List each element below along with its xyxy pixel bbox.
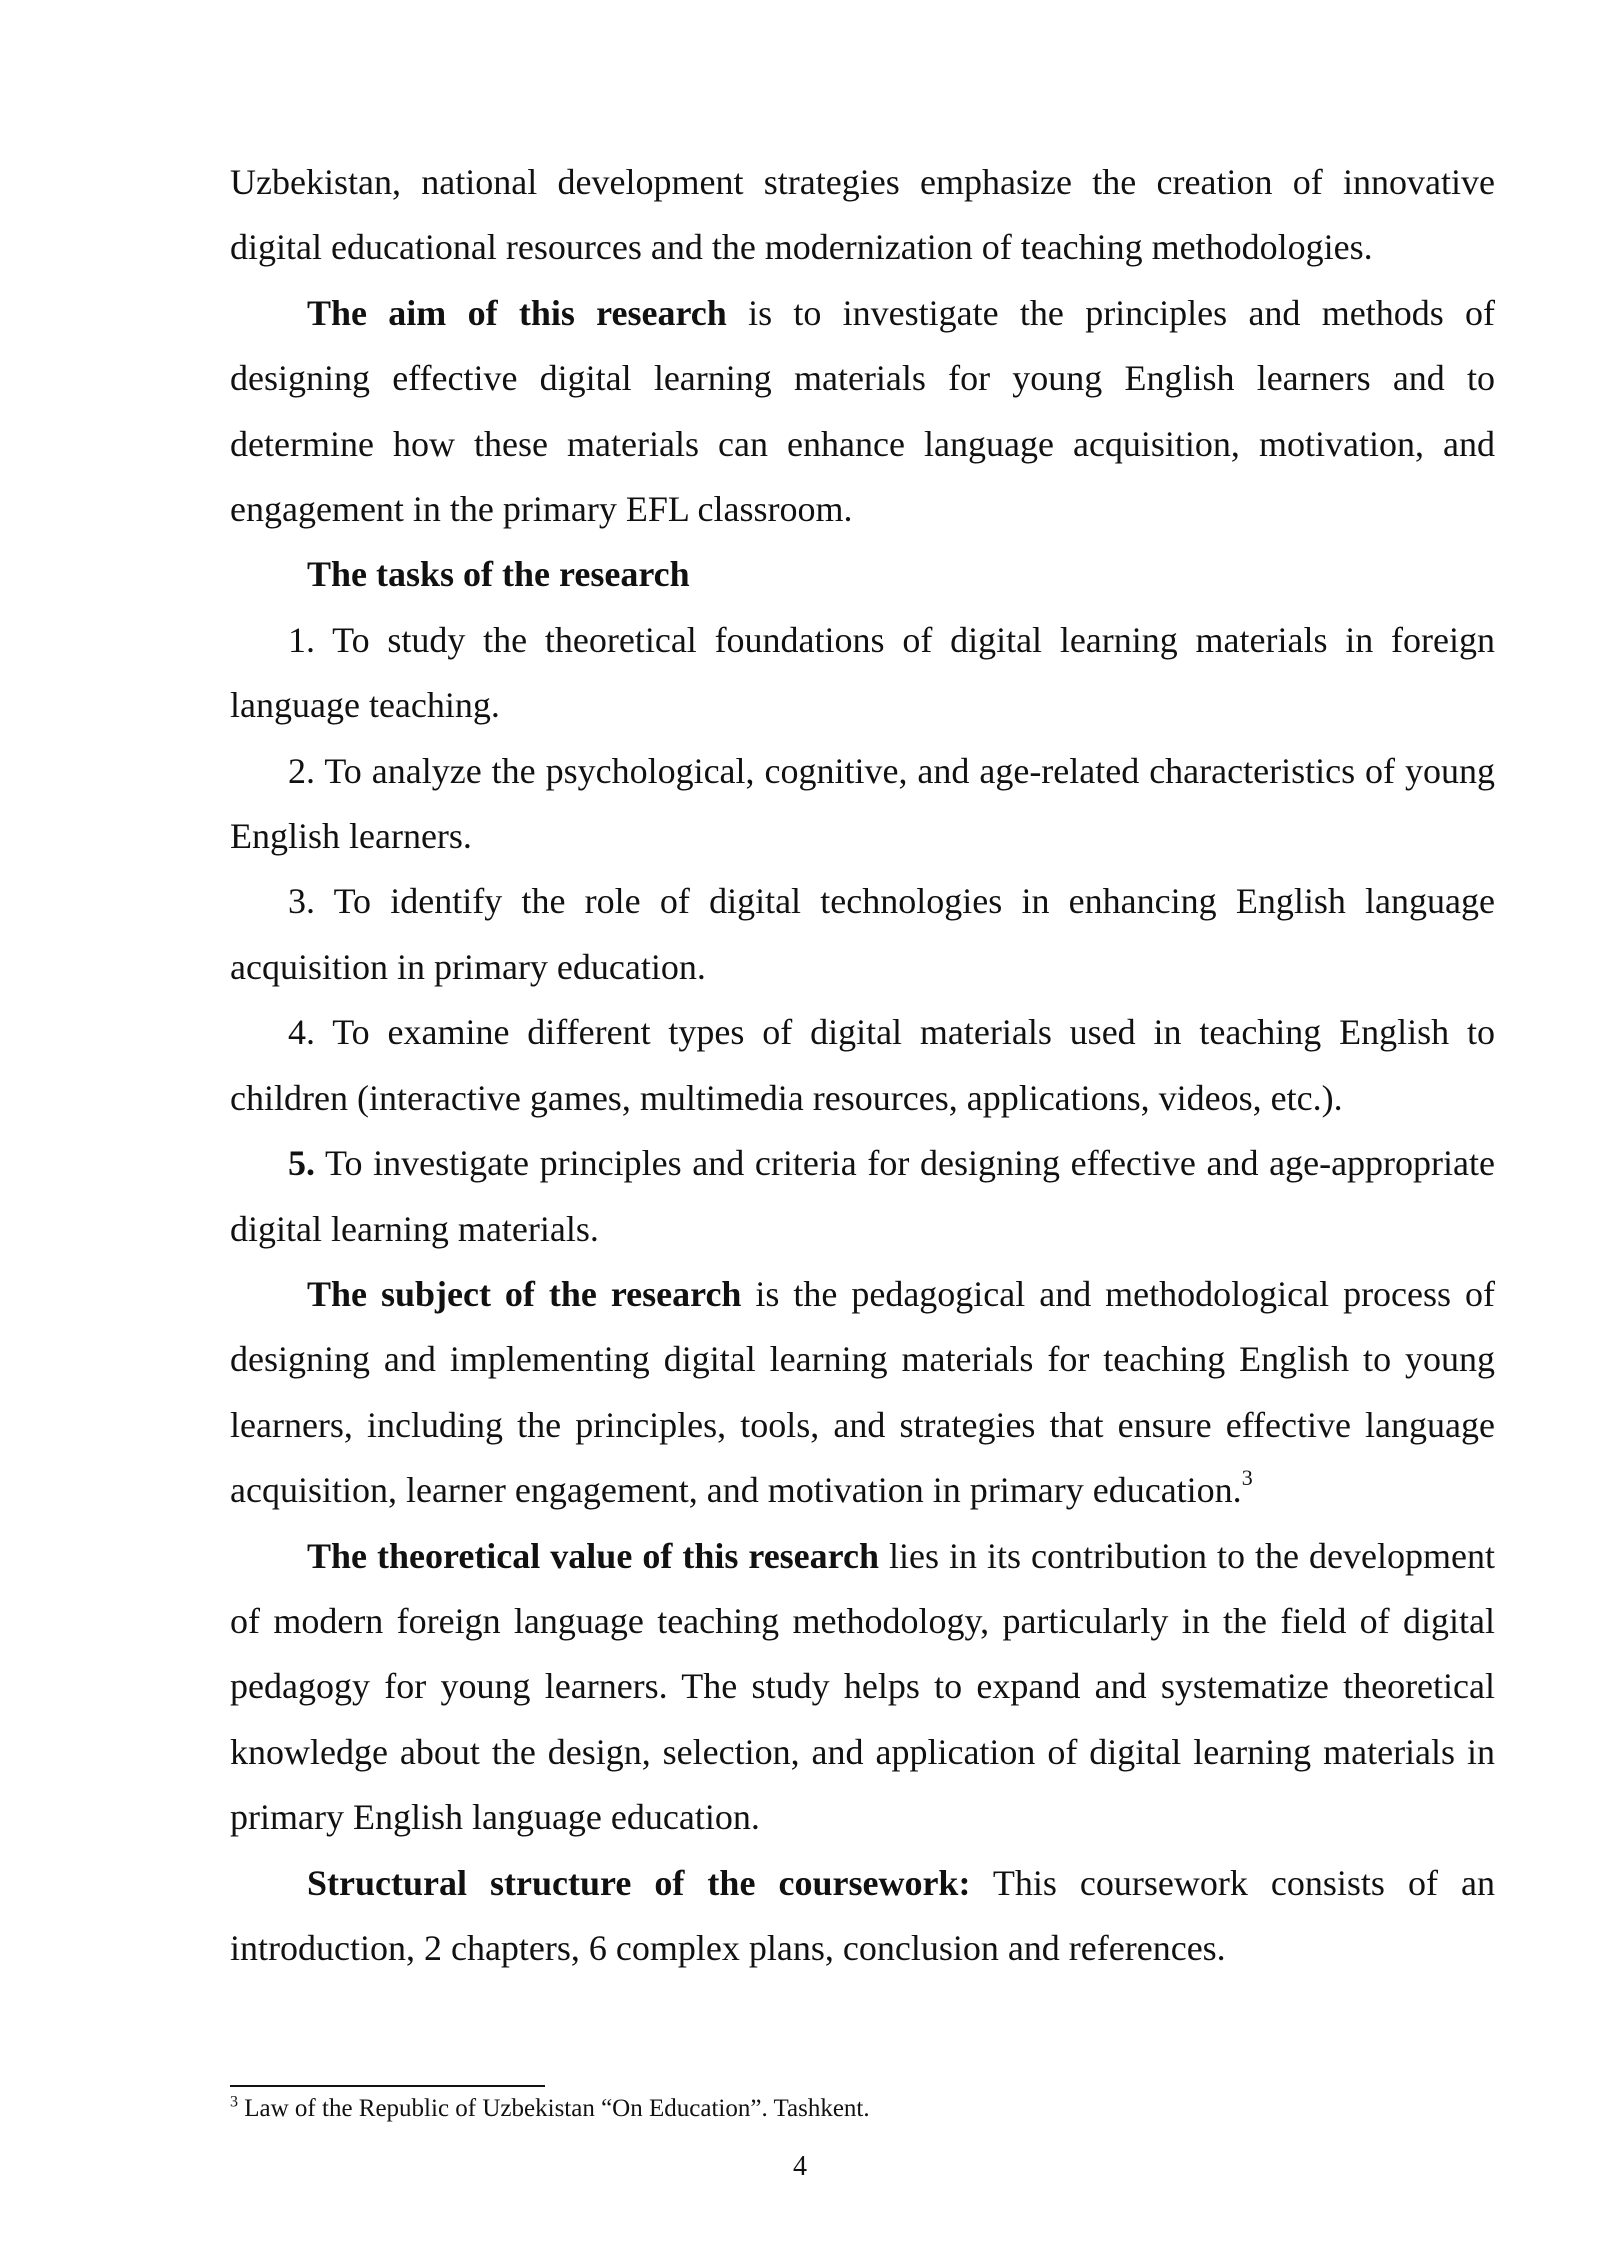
task-number: 2.	[288, 750, 315, 791]
paragraph-aim	[230, 281, 1495, 543]
page-number: 4	[793, 2151, 807, 2182]
footnote-mark: 3	[230, 2093, 238, 2111]
task-item-5	[230, 1131, 1495, 1262]
task-text: To examine different types of digital materials used in teaching English to children (interactive games, multimedia resources, applications, videos, etc.).	[230, 1012, 1495, 1118]
aim-heading: The aim of this research	[307, 292, 727, 333]
task-text: To identify the role of digital technologies in enhancing English language acquisition in primary education.	[230, 881, 1495, 987]
task-text: To analyze the psychological, cognitive, and age-related characteristics of young English learners.	[230, 750, 1495, 857]
tasks-heading	[230, 542, 1495, 607]
tasks-heading-text: The tasks of the research	[307, 554, 690, 595]
paragraph-text: Uzbekistan, national development strategies emphasize the creation of innovative digital educational resources and the modernization of teaching methodologies.	[230, 162, 1495, 268]
task-item-3	[230, 869, 1495, 1000]
task-number: 5.	[288, 1143, 315, 1184]
task-number: 1.	[288, 619, 315, 660]
body-text	[230, 150, 1495, 1981]
paragraph-theoretical-value	[230, 1524, 1495, 1851]
subject-text: is the pedagogical and methodological process of designing and implementing digital learning materials for teaching English to young learners, including the principles, tools, and strategies that ensure effective language acquisition, learner engagement, and motivation in primary education.	[230, 1273, 1495, 1511]
footnote-reference[interactable]: 3	[1241, 1465, 1253, 1491]
footnote-text: Law of the Republic of Uzbekistan “On Education”. Tashkent.	[238, 2095, 870, 2122]
structure-text: This coursework consists of an introduction, 2 chapters, 6 complex plans, conclusion and references.	[230, 1862, 1495, 1968]
task-item-4	[230, 1000, 1495, 1131]
footnote-divider	[230, 2085, 545, 2087]
aim-text: is to investigate the principles and methods of designing effective digital learning materials for young English learners and to determine how these materials can enhance language acquisition, motivation, and engagement in the primary EFL classroom.	[230, 292, 1495, 530]
task-text: To study the theoretical foundations of digital learning materials in foreign language teaching.	[230, 619, 1495, 726]
subject-heading: The subject of the research	[307, 1273, 742, 1314]
task-number: 3.	[288, 881, 315, 922]
task-number: 4.	[288, 1012, 315, 1053]
task-item-1	[230, 608, 1495, 739]
paragraph-intro-continuation	[230, 150, 1495, 281]
paragraph-structure	[230, 1851, 1495, 1982]
footnote	[230, 2092, 1495, 2126]
theoretical-heading: The theoretical value of this research	[307, 1535, 879, 1576]
paragraph-subject	[230, 1262, 1495, 1524]
task-item-2	[230, 739, 1495, 870]
task-text: To investigate principles and criteria for designing effective and age-appropriate digital learning materials.	[230, 1143, 1495, 1249]
theoretical-text: lies in its contribution to the development of modern foreign language teaching methodology, particularly in the field of digital pedagogy for young learners. The study helps to expand and systematize theoretical knowledge about the design, selection, and application of digital learning materials in primary English language education.	[230, 1535, 1495, 1838]
structure-heading: Structural structure of the coursework:	[307, 1862, 971, 1903]
